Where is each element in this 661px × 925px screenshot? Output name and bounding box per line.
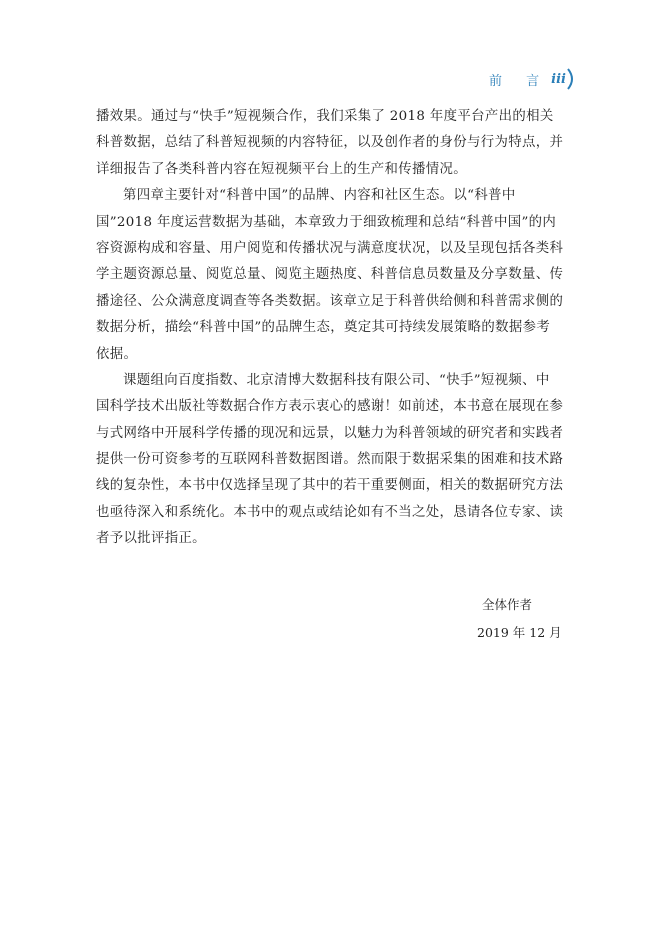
preface-body (96, 104, 576, 553)
text-line: 播途径、公众满意度调查等各类数据。该章立足于科普供给侧和科普需求侧的 (96, 293, 564, 309)
section-title: 前 言 (489, 73, 550, 89)
paragraph-first-line: 第四章主要针对“科普中国”的品牌、内容和社区生态。以“科普中 (123, 188, 516, 204)
page-number: iii (551, 71, 566, 87)
signature-authors: 全体作者 (482, 597, 533, 612)
text-line: 容资源构成和容量、用户阅览和传播状况与满意度状况，以及呈现包括各类科 (96, 240, 564, 256)
text-line: 提供一份可资参考的互联网科普数据图谱。然而限于数据采集的困难和技术路 (96, 452, 564, 468)
text-line: 科普数据，总结了科普短视频的内容特征，以及创作者的身份与行为特点，并 (96, 135, 564, 151)
text-line: 线的复杂性，本书中仅选择呈现了其中的若干重要侧面，相关的数据研究方法 (96, 478, 564, 494)
running-header (489, 66, 577, 92)
text-line: 学主题资源总量、阅览总量、阅览主题热度、科普信息员数量及分享数量、传 (96, 267, 564, 283)
text-line: 与式网络中开展科学传播的现况和远景，以魅力为科普领域的研究者和实践者 (96, 425, 564, 441)
text-line: 国”2018 年度运营数据为基础，本章致力于细致梳理和总结“科普中国”的内 (96, 214, 557, 230)
text-line: 详细报告了各类科普内容在短视频平台上的生产和传播情况。 (96, 161, 467, 177)
text-line: 国科学技术出版社等数据合作方表示衷心的感谢！如前述，本书意在展现在参 (96, 399, 564, 415)
text-line: 依据。 (96, 346, 138, 362)
text-line: 数据分析，描绘“科普中国”的品牌生态，奠定其可持续发展策略的数据参考 (96, 320, 551, 336)
text-line: 播效果。通过与“快手”短视频合作，我们采集了 2018 年度平台产出的相关 (96, 109, 554, 124)
text-line: 也亟待深入和系统化。本书中的观点或结论如有不当之处，恳请各位专家、读 (96, 504, 564, 520)
signature-date: 2019 年 12 月 (477, 625, 562, 640)
paragraph-first-line: 课题组向百度指数、北京清博大数据科技有限公司、“快手”短视频、中 (123, 372, 550, 388)
bracket-ornament-icon (567, 68, 577, 90)
text-line: 者予以批评指正。 (96, 531, 206, 547)
